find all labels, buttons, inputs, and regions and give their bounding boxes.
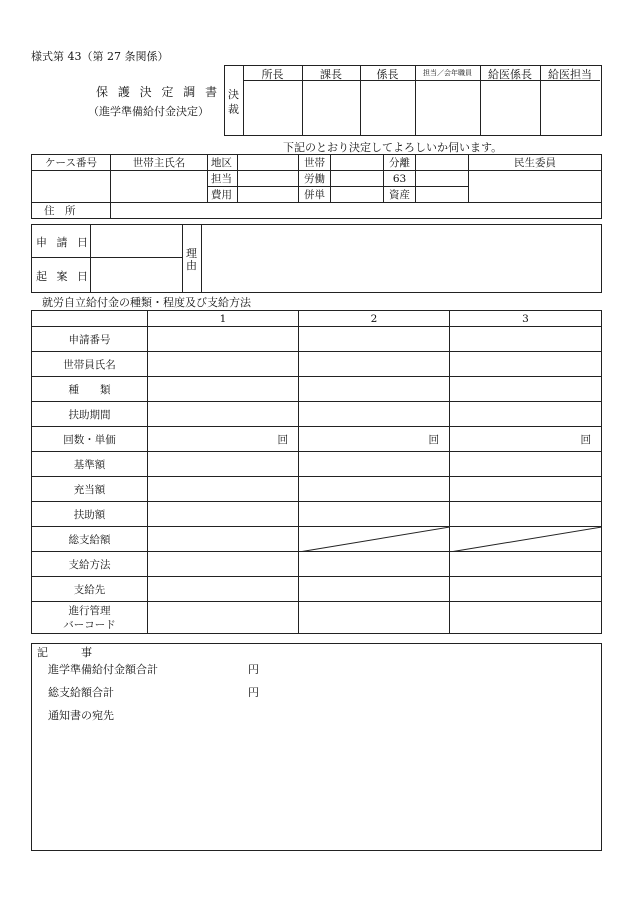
householder-header: 世帯主氏名 xyxy=(111,155,208,171)
benefit-col-2: 2 xyxy=(299,311,450,327)
cell-allocated-amount-2[interactable] xyxy=(299,477,450,502)
reason-label-2: 由 xyxy=(186,259,197,272)
benefit-col-1: 1 xyxy=(148,311,299,327)
household-label: 世帯 xyxy=(299,155,331,171)
cell-application-number-2[interactable] xyxy=(299,327,450,352)
cell-standard-amount-2[interactable] xyxy=(299,452,450,477)
cell-allocated-amount-1[interactable] xyxy=(148,477,299,502)
diagonal-strike xyxy=(450,527,602,552)
cell-total-payment-1[interactable] xyxy=(148,527,299,552)
total-prep-label: 進学準備給付金額合計 xyxy=(48,663,158,676)
approval-col-section-chief: 課長 xyxy=(320,68,342,81)
diagonal-strike xyxy=(299,527,450,552)
row-payment-method: 支給方法 xyxy=(32,552,148,577)
cell-assistance-amount-1[interactable] xyxy=(148,502,299,527)
assets-label: 資産 xyxy=(384,187,416,203)
expense-field[interactable] xyxy=(238,187,299,203)
total-payment-label: 総支給額合計 xyxy=(48,686,114,699)
cell-barcode-3[interactable] xyxy=(450,602,602,634)
cell-payee-3[interactable] xyxy=(450,577,602,602)
row-application-number: 申請番号 xyxy=(32,327,148,352)
cell-assistance-period-2[interactable] xyxy=(299,402,450,427)
cell-allocated-amount-3[interactable] xyxy=(450,477,602,502)
district-label: 地区 xyxy=(208,155,238,171)
cell-total-payment-2 xyxy=(299,527,450,552)
yen-label-2: 円 xyxy=(248,686,259,699)
benefit-col-3: 3 xyxy=(450,311,602,327)
cell-assistance-amount-2[interactable] xyxy=(299,502,450,527)
householder-field[interactable] xyxy=(111,171,208,203)
case-number-field[interactable] xyxy=(32,171,111,203)
district-field[interactable] xyxy=(238,155,299,171)
notice-to-label: 通知書の宛先 xyxy=(48,709,114,722)
approval-col-unit-chief: 係長 xyxy=(376,68,399,81)
cell-total-payment-3 xyxy=(450,527,602,552)
cell-count-3[interactable]: 回 xyxy=(450,427,602,452)
row-assistance-period: 扶助期間 xyxy=(32,402,148,427)
barcode-label: バーコード xyxy=(63,618,116,631)
cell-type-1[interactable] xyxy=(148,377,299,402)
welfare-commissioner-header: 民生委員 xyxy=(469,155,602,171)
application-date-field[interactable] xyxy=(91,225,182,257)
cell-type-2[interactable] xyxy=(299,377,450,402)
application-date-label: 申 請 日 xyxy=(36,236,91,249)
remarks-title: 記 事 xyxy=(37,646,92,659)
row-standard-amount: 基準額 xyxy=(32,452,148,477)
form-title: 保 護 決 定 調 書 xyxy=(96,85,221,99)
cell-count-2[interactable]: 回 xyxy=(299,427,450,452)
separation-value: 63 xyxy=(384,171,416,187)
welfare-commissioner-field[interactable] xyxy=(469,171,602,203)
row-count-unit-price: 回数・単価 xyxy=(32,427,148,452)
row-member-name: 世帯員氏名 xyxy=(32,352,148,377)
case-table xyxy=(31,154,602,219)
form-subtitle: （進学準備給付金決定） xyxy=(88,105,209,118)
cell-application-number-3[interactable] xyxy=(450,327,602,352)
separation-value-field[interactable] xyxy=(416,171,469,187)
cell-barcode-1[interactable] xyxy=(148,602,299,634)
row-type: 種 類 xyxy=(32,377,148,402)
approval-col-director: 所長 xyxy=(261,68,284,81)
draft-date-label: 起 案 日 xyxy=(36,270,91,283)
expense-label: 費用 xyxy=(208,187,238,203)
separation-field[interactable] xyxy=(416,155,469,171)
draft-date-field[interactable] xyxy=(91,258,182,291)
in-charge-field[interactable] xyxy=(238,171,299,187)
approval-label-1: 決 xyxy=(228,88,239,101)
approval-col-staff: 担当／会年職員 xyxy=(423,69,472,77)
benefit-section-title: 就労自立給付金の種類・程度及び支給方法 xyxy=(42,296,251,309)
form-number: 様式第 43（第 27 条関係） xyxy=(31,50,169,63)
assets-field[interactable] xyxy=(416,187,469,203)
address-field[interactable] xyxy=(111,203,602,219)
in-charge-label: 担当 xyxy=(208,171,238,187)
row-payee: 支給先 xyxy=(32,577,148,602)
reason-field[interactable] xyxy=(202,225,600,291)
separation-label: 分離 xyxy=(384,155,416,171)
cell-assistance-period-3[interactable] xyxy=(450,402,602,427)
row-progress-barcode xyxy=(32,602,148,634)
reason-label-1: 理 xyxy=(186,247,197,260)
address-label: 住 所 xyxy=(32,203,111,219)
cell-payee-1[interactable] xyxy=(148,577,299,602)
approval-label-2: 裁 xyxy=(228,103,239,116)
row-allocated-amount: 充当額 xyxy=(32,477,148,502)
combined-label: 併単 xyxy=(299,187,331,203)
cell-payment-method-2[interactable] xyxy=(299,552,450,577)
cell-application-number-1[interactable] xyxy=(148,327,299,352)
cell-standard-amount-3[interactable] xyxy=(450,452,602,477)
yen-label-1: 円 xyxy=(248,663,259,676)
cell-member-name-2[interactable] xyxy=(299,352,450,377)
cell-payee-2[interactable] xyxy=(299,577,450,602)
cell-standard-amount-1[interactable] xyxy=(148,452,299,477)
household-field[interactable] xyxy=(331,155,384,171)
benefit-table xyxy=(31,310,602,634)
cell-assistance-amount-3[interactable] xyxy=(450,502,602,527)
approval-col-med-staff: 給医担当 xyxy=(548,68,592,81)
labor-label: 労働 xyxy=(299,171,331,187)
cell-member-name-1[interactable] xyxy=(148,352,299,377)
cell-payment-method-3[interactable] xyxy=(450,552,602,577)
cell-member-name-3[interactable] xyxy=(450,352,602,377)
labor-field[interactable] xyxy=(331,171,384,187)
row-total-payment: 総支給額 xyxy=(32,527,148,552)
cell-count-1[interactable]: 回 xyxy=(148,427,299,452)
approval-col-med-chief: 給医係長 xyxy=(488,68,532,81)
case-number-header: ケース番号 xyxy=(32,155,111,171)
benefit-header-blank xyxy=(32,311,148,327)
cell-assistance-period-1[interactable] xyxy=(148,402,299,427)
cell-type-3[interactable] xyxy=(450,377,602,402)
progress-management-label: 進行管理 xyxy=(68,604,111,617)
combined-field[interactable] xyxy=(331,187,384,203)
cell-payment-method-1[interactable] xyxy=(148,552,299,577)
row-assistance-amount: 扶助額 xyxy=(32,502,148,527)
cell-barcode-2[interactable] xyxy=(299,602,450,634)
request-note: 下記のとおり決定してよろしいか伺います。 xyxy=(283,141,503,154)
